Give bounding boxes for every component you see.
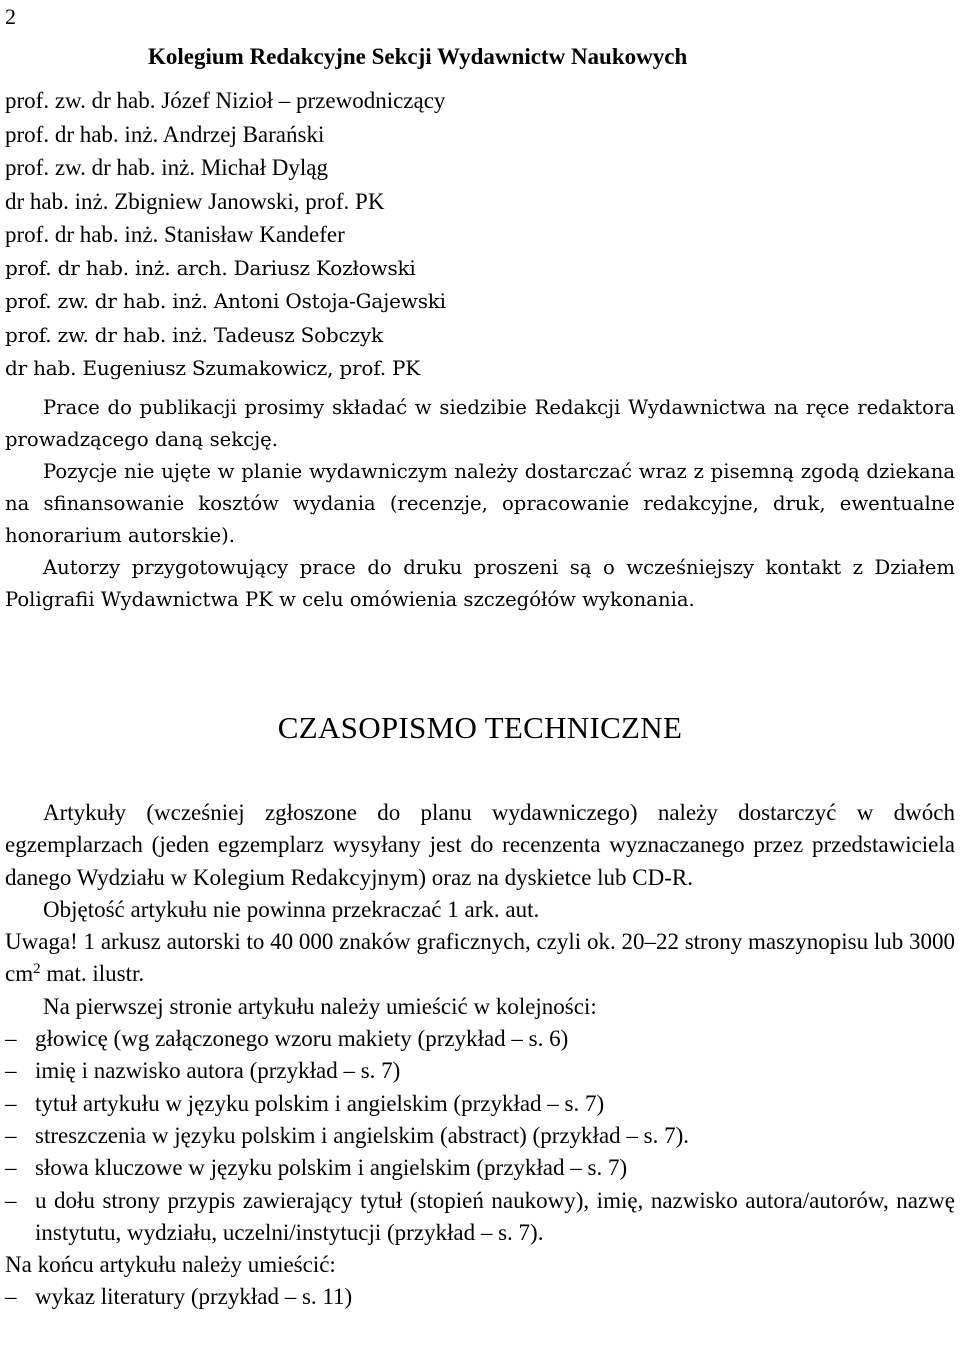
dash-bullet: – [5,1058,17,1084]
first-page-list [5,1023,955,1249]
list-item [5,1281,955,1313]
dash-bullet: – [5,1026,17,1052]
board-member: prof. zw. dr hab. inż. Michał Dyląg [5,155,328,180]
editorial-board-title: Kolegium Redakcyjne Sekcji Wydawnictw Naukowych [148,44,688,69]
board-member: prof. dr hab. inż. Stanisław Kandefer [5,222,345,247]
board-member: prof. dr hab. inż. Andrzej Barański [5,121,325,147]
list-item [5,1185,955,1250]
dash-bullet: – [5,1090,17,1116]
list-item-text: głowicę (wg załączonego wzoru makiety (przykład – s. 6) [35,1026,569,1052]
board-member: dr hab. Eugeniusz Szumakowicz, prof. PK [5,356,421,380]
guideline-paragraph [5,926,955,991]
list-item [5,1055,955,1087]
info-paragraph: Autorzy przygotowujący prace do druku proszeni są o wcześniejszy kontakt z Działem Poligrafii Wydawnictwa PK w celu omówienia szczegółów wykonania. [5,556,955,611]
superscript: 2 [33,961,41,978]
list-item [5,1152,955,1184]
info-paragraph: Pozycje nie ujęte w planie wydawniczym należy dostarczać wraz z pisemną zgodą dziekana na sfinansowanie kosztów wydania (recenzje, opracowanie redakcyjne, druk, ewentualne honorarium autorskie). [5,460,955,547]
journal-guidelines [5,797,955,1314]
note-text: Uwaga! 1 arkusz autorski to 40 000 znaków graficznych, czyli ok. 20–22 strony maszynopisu lub 3000 cm [5,929,955,987]
info-paragraph: Prace do publikacji prosimy składać w siedzibie Redakcji Wydawnictwa na ręce redaktora prowadzącego daną sekcję. [5,396,955,451]
list-item-text: wykaz literatury (przykład – s. 11) [35,1284,353,1310]
list-item [5,1088,955,1120]
guideline-paragraph: Na końcu artykułu należy umieścić: [5,1252,336,1278]
submission-info [5,392,955,616]
list-item [5,1120,955,1152]
list-item-text: imię i nazwisko autora (przykład – s. 7) [35,1058,401,1084]
board-member: prof. zw. dr hab. Józef Nizioł – przewodniczący [5,88,446,113]
board-member: prof. zw. dr hab. inż. Tadeusz Sobczyk [5,322,383,347]
guideline-paragraph: Na pierwszej stronie artykułu należy umieścić w kolejności: [43,993,597,1019]
page-number: 2 [5,4,16,29]
board-member: prof. zw. dr hab. inż. Antoni Ostoja-Gajewski [5,289,446,313]
editorial-board-members [5,84,446,386]
dash-bullet: – [5,1187,17,1213]
guideline-paragraph: Artykuły (wcześniej zgłoszone do planu wydawniczego) należy dostarczyć w dwóch egzemplarzach (jeden egzemplarz wysyłany jest do recenzenta wyznaczanego przez przedstawiciela danego Wydziału w Kolegium Redakcyjnym) oraz na dyskietce lub CD-R. [5,800,955,890]
board-member: dr hab. inż. Zbigniew Janowski, prof. PK [5,188,385,214]
end-list [5,1281,955,1313]
list-item [5,1023,955,1055]
dash-bullet: – [5,1284,17,1310]
dash-bullet: – [5,1155,17,1181]
list-item-text: tytuł artykułu w języku polskim i angielskim (przykład – s. 7) [35,1090,605,1116]
list-item-text: słowa kluczowe w języku polskim i angielskim (przykład – s. 7) [35,1155,628,1181]
list-item-text: streszczenia w języku polskim i angielskim (abstract) (przykład – s. 7). [35,1122,690,1148]
dash-bullet: – [5,1122,17,1148]
section-heading: CZASOPISMO TECHNICZNE [277,710,683,745]
note-text-end: mat. ilustr. [40,961,145,987]
board-member: prof. dr hab. inż. arch. Dariusz Kozłowski [5,255,416,280]
guideline-paragraph: Objętość artykułu nie powinna przekraczać 1 ark. aut. [43,896,540,922]
list-item-text: u dołu strony przypis zawierający tytuł (stopień naukowy), imię, nazwisko autora/autorów, nazwę instytutu, wydziału, uczelni/instytucji (przykład – s. 7). [35,1187,955,1245]
